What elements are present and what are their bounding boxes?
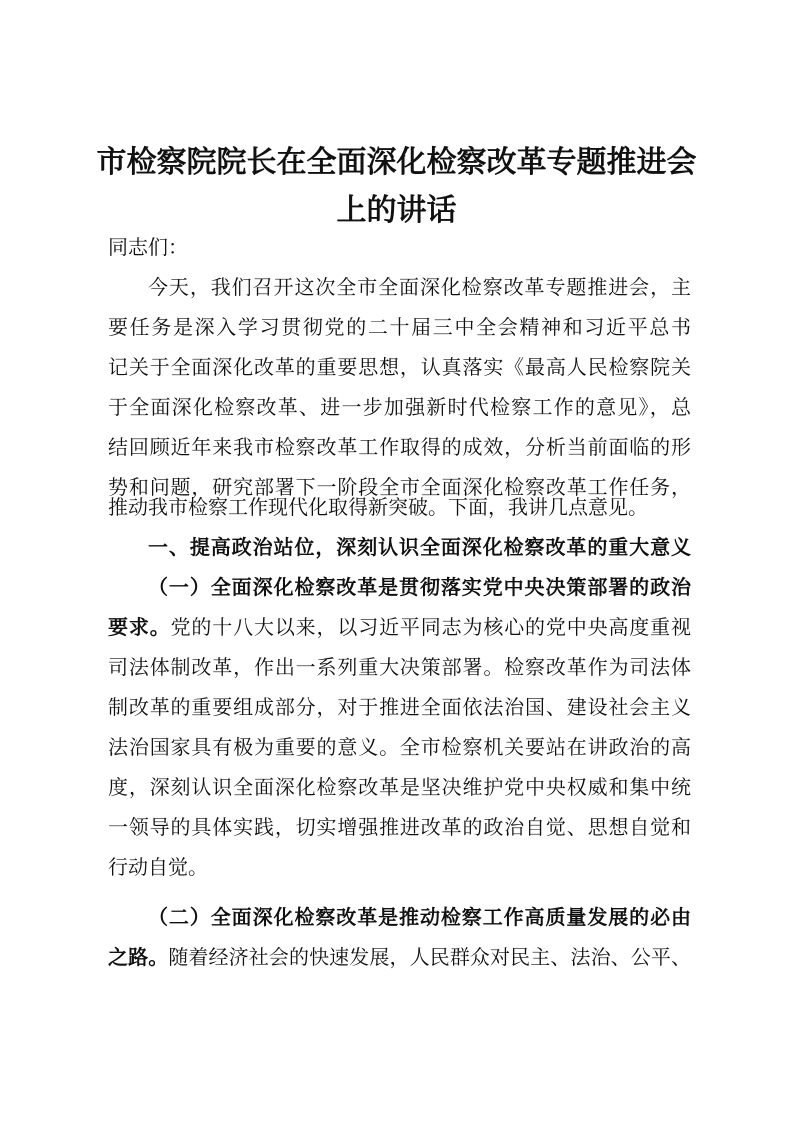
paragraph-line: 度，深刻认识全面深化检察改革是坚决维护党中央权威和集中统	[108, 775, 691, 799]
paragraph-text: 党的十八大以来，以习近平同志为核心的党中央高度重视	[170, 615, 692, 639]
paragraph-line: 司法体制改革，作出一系列重大决策部署。检察改革作为司法体	[108, 655, 691, 679]
subheading-2-line1: （二）全面深化检察改革是推动检察工作高质量发展的必由	[148, 905, 691, 929]
intro-line: 于全面深化检察改革、进一步加强新时代检察工作的意见》，总	[108, 395, 691, 419]
intro-line: 结回顾近年来我市检察改革工作取得的成效，分析当前面临的形	[108, 435, 691, 459]
document-title-line1: 市检察院院长在全面深化检察改革专题推进会	[96, 145, 697, 180]
intro-line: 推动我市检察工作现代化取得新突破。下面，我讲几点意见。	[108, 495, 648, 519]
paragraph-line	[108, 612, 691, 642]
intro-line: 今天，我们召开这次全市全面深化检察改革专题推进会，主	[148, 275, 691, 299]
section-heading-1: 一、提高政治站位，深刻认识全面深化检察改革的重大意义	[148, 535, 691, 559]
intro-line: 势和问题，研究部署下一阶段全市全面深化检察改革工作任务，	[108, 475, 691, 499]
salutation: 同志们：	[108, 235, 188, 259]
subheading-2-lead: 之路。	[108, 945, 169, 969]
paragraph-line: 行动自觉。	[108, 855, 208, 879]
paragraph-text: 随着经济社会的快速发展，人民群众对民主、法治、公平、	[168, 945, 692, 969]
paragraph-line	[108, 942, 691, 972]
intro-line: 要任务是深入学习贯彻党的二十届三中全会精神和习近平总书	[108, 315, 691, 339]
paragraph-line: 制改革的重要组成部分，对于推进全面依法治国、建设社会主义	[108, 695, 691, 719]
paragraph-line: 一领导的具体实践，切实增强推进改革的政治自觉、思想自觉和	[108, 815, 691, 839]
document-title-line2: 上的讲话	[336, 193, 457, 228]
subheading-1-lead: 要求。	[108, 615, 171, 639]
paragraph-line: 法治国家具有极为重要的意义。全市检察机关要站在讲政治的高	[108, 735, 691, 759]
subheading-1-line1: （一）全面深化检察改革是贯彻落实党中央决策部署的政治	[148, 575, 691, 599]
intro-line: 记关于全面深化改革的重要思想，认真落实《最高人民检察院关	[108, 355, 691, 379]
